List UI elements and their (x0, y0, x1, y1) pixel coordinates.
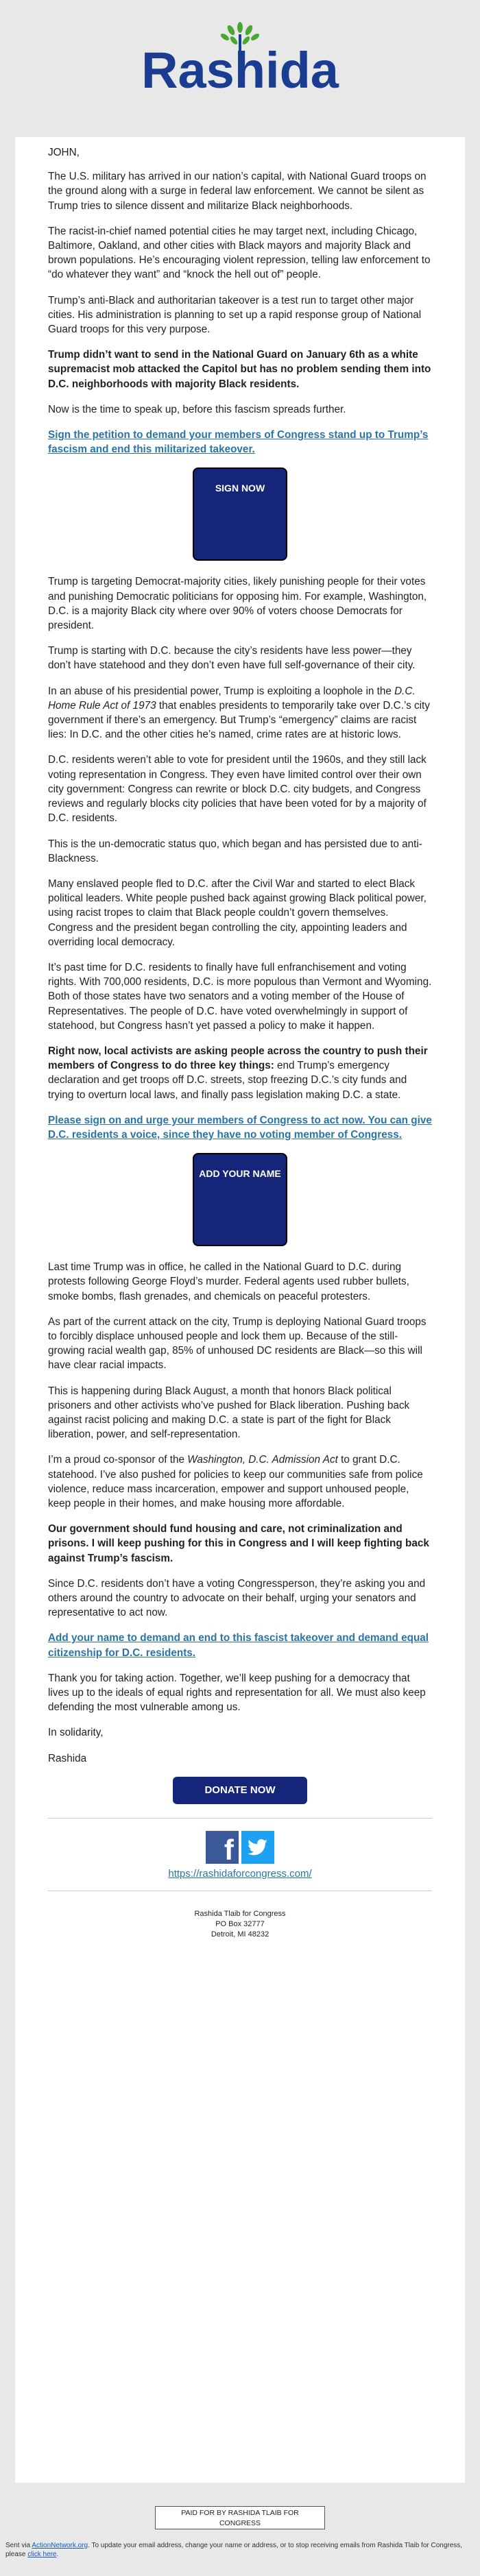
email-header (0, 0, 480, 137)
home-rule-act-title: D.C. Home Rule Act of 1973 (48, 685, 416, 712)
unsubscribe-footer (5, 2541, 479, 2559)
email-body-card (15, 137, 465, 2483)
salutation: JOHN, (48, 147, 80, 158)
paragraph-7: Trump is starting with D.C. because the city’s residents have less power—they don’t have statehood and they don’t even have full self-governance of their city. (48, 645, 416, 672)
paragraph-15: As part of the current attack on the city, Trump is deploying National Guard troops to forcibly displace unhoused people and lock them up. Because of the still-growing racial wealth gap, 85% of unhoused DC residents are Black—so this will have clear racial impacts. (48, 1315, 427, 1372)
brand-name: Rashida (141, 42, 339, 99)
paragraph-8-end: that enables presidents to temporarily take over D.C.’s city government if there’s an emergency. But Trump’s “emergency” claims are racist lies: In D.C. and the other cities he’s named, crime rates are at historic lows. (48, 699, 430, 741)
social-links (48, 1831, 432, 1864)
paragraph-9: D.C. residents weren’t able to vote for president until the 1960s, and they still lack voting representation in Congress. They even have limited control over their own city government: Congress can rewrite or block D.C. city budgets, and Congress reviews and regularly blocks city policies that have been voted for by a majority of D.C. residents. (48, 754, 427, 825)
paragraph-11: Many enslaved people fled to D.C. after the Civil War and started to elect Black political leaders. White people pushed back against growing Black political power, using racist tropes to claim that Black people couldn’t govern themselves. Congress and the president began controlling the city, appointing leaders and overriding local democracy. (48, 877, 427, 948)
paragraph-8 (48, 684, 432, 742)
paragraph-13-rest: end Trump’s emergency declaration and get troops off D.C. streets, stop freezing D.C.’s city funds and trying to overturn local laws, and finally pass legislation making D.C. a state. (48, 1060, 407, 1101)
rashida-logo[interactable] (0, 15, 480, 99)
paragraph-6: Trump is targeting Democrat-majority cities, likely punishing people for their votes and punishing Democratic politicians for opposing him. For example, Washington, D.C. is a majority Black city where over 90% of voters choose Democrats for president. (48, 576, 427, 632)
paragraph-13-bold: Right now, local activists are asking people across the country to push their members of Congress to do three key things: (48, 1045, 428, 1072)
twitter-icon[interactable] (241, 1831, 274, 1864)
address-line-1: Rashida Tlaib for Congress (194, 1910, 286, 1919)
address-line-3: Detroit, MI 48232 (211, 1930, 269, 1939)
footer-end: . (56, 2551, 59, 2558)
facebook-icon[interactable]: f (206, 1831, 239, 1864)
twitter-bird-icon (241, 1831, 274, 1864)
paragraph-3: Trump’s anti-Black and authoritarian takeover is a test run to target other major cities. His administration is planning to set up a rapid response group of National Guard troops for this very purpose. (48, 294, 422, 336)
signature: Rashida (48, 1752, 87, 1764)
paragraph-18-bold: Our government should fund housing and care, not criminalization and prisons. I will keep pushing for this in Congress and I will keep fighting back against Trump’s fascism. (48, 1523, 429, 1564)
paid-for-disclaimer (155, 2506, 325, 2529)
paragraph-10: This is the un-democratic status quo, which began and has persisted due to anti-Blackness. (48, 838, 422, 864)
paragraph-16: This is happening during Black August, a month that honors Black political prisoners and other activists who’ve pushed for Black liberation. Pushing back against racist policing and making D.C. a state is part of the fight for Black liberation, power, and self-representation. (48, 1385, 410, 1441)
footer-sent-via: Sent via (5, 2542, 32, 2549)
paragraph-17 (48, 1453, 432, 1511)
paragraph-4-bold: Trump didn’t want to send in the National Guard on January 6th as a white supremacist mob attacked the Capitol but has no problem sending them into D.C. neighborhoods with majority Black residents. (48, 349, 431, 390)
petition-link-3[interactable]: Add your name to demand an end to this fascist takeover and demand equal citizenship for D.C. residents. (48, 1632, 429, 1659)
actionnetwork-link[interactable]: ActionNetwork.org (32, 2542, 88, 2549)
paid-for-line-2: CONGRESS (219, 2519, 261, 2527)
website-link[interactable]: https://rashidaforcongress.com/ (168, 1867, 312, 1880)
paragraph-13 (48, 1044, 432, 1102)
paragraph-17-end: to grant D.C. statehood. I’ve also pushed for policies to keep our communities safe from police violence, reduce mass incarceration, empower and support unhoused people, keep people in their homes, and make housing more affordable. (48, 1454, 423, 1509)
footer-text: . To update your email address, change your name or address, or to stop receiving emails from Rashida Tlaib for Congress, please (5, 2542, 463, 2558)
donate-now-button[interactable]: DONATE NOW (173, 1777, 307, 1804)
address-line-2: PO Box 32777 (215, 1920, 265, 1929)
paragraph-1: The U.S. military has arrived in our nation’s capital, with National Guard troops on the ground along with a surge in federal law enforcement. We cannot be silent as Trump tries to silence dissent and militarize Black neighborhoods. (48, 171, 427, 212)
mailing-address (48, 1909, 432, 1940)
petition-link-1[interactable]: Sign the petition to demand your members of Congress stand up to Trump’s fascism and end this militarized takeover. (48, 429, 429, 456)
divider (48, 1818, 432, 1819)
paid-for-line-1: PAID FOR BY RASHIDA TLAIB FOR (181, 2509, 299, 2517)
email-content (15, 137, 465, 1940)
paragraph-14: Last time Trump was in office, he called in the National Guard to D.C. during protests following George Floyd’s murder. Federal agents used rubber bullets, smoke bombs, flash grenades, and chemicals on peaceful protesters. (48, 1261, 409, 1302)
paragraph-19: Since D.C. residents don’t have a voting Congressperson, they’re asking you and others around the country to advocate on their behalf, urging your senators and representative to act now. (48, 1577, 426, 1619)
paragraph-17-start: I’m a proud co-sponsor of the (48, 1454, 188, 1466)
unsubscribe-link[interactable]: click here (27, 2551, 57, 2558)
paragraph-5: Now is the time to speak up, before this fascism spreads further. (48, 403, 346, 415)
paragraph-8-start: In an abuse of his presidential power, Trump is exploiting a loophole in the (48, 685, 395, 697)
paragraph-12: It’s past time for D.C. residents to finally have full enfranchisement and voting rights. With 700,000 residents, D.C. is more populous than Vermont and Wyoming. Both of those states have two senators and a voting member of the House of Representatives. The people of D.C. have voted overwhelmingly in support of statehood, but Congress hasn’t yet passed a policy to make it happen. (48, 961, 432, 1032)
add-your-name-button[interactable]: ADD YOUR NAME (193, 1153, 287, 1246)
admission-act-title: Washington, D.C. Admission Act (187, 1454, 338, 1466)
closing: In solidarity, (48, 1727, 104, 1739)
paragraph-2: The racist-in-chief named potential cities he may target next, including Chicago, Baltimore, Oakland, and other cities with Black mayors and majority Black and brown populations. He’s encouraging violent repression, telling law enforcement to “do whatever they want” and “knock the hell out of” people. (48, 225, 431, 281)
paragraph-20: Thank you for taking action. Together, we’ll keep pushing for a democracy that lives up to the ideals of equal rights and representation for all. We must also keep defending the most vulnerable among us. (48, 1672, 426, 1714)
sign-now-button[interactable]: SIGN NOW (193, 467, 287, 561)
petition-link-2[interactable]: Please sign on and urge your members of Congress to act now. You can give D.C. residents a voice, since they have no voting member of Congress. (48, 1114, 432, 1141)
